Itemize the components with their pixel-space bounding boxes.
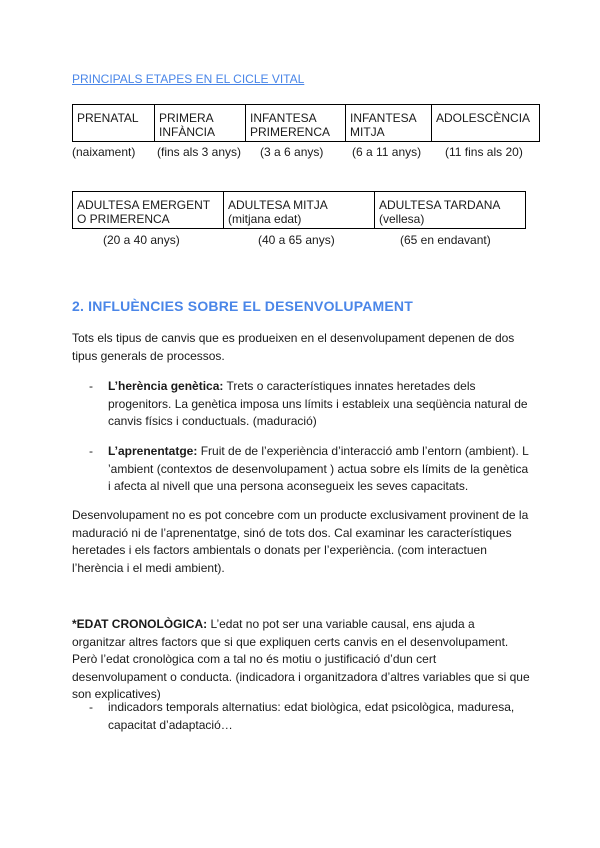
stage-adultesa-tardana-sub: (vellesa): [379, 212, 425, 226]
note-bullet-text: indicadors temporals alternatius: edat biològica, edat psicològica, maduresa, capacitat d’adaptació…: [108, 700, 515, 732]
bullet-herencia: [89, 378, 529, 431]
caption-adultesa-emergent: (20 a 40 anys): [103, 233, 180, 247]
note-bullet: [89, 699, 529, 734]
note-term: *EDAT CRONOLÒGICA:: [72, 617, 208, 631]
stage-adultesa-mitja-sub: (mitjana edat): [228, 212, 302, 226]
life-stages-table-2: [72, 191, 526, 229]
note-body: L’edat no pot ser una variable causal, ens ajuda a organitzar altres factors que si que expliquen certs canvis en el desenvolupament. Però l’edat cronològica com a tal no és motiu o justificació d’dun cert desenvolupament o conducta. (indicadora i organitzadora d’altres variables que si que son explicatives): [72, 617, 530, 701]
stage-adultesa-mitja: [224, 192, 375, 229]
bullet-aprenentatge-text: [108, 443, 529, 496]
conclusion-paragraph: Desenvolupament no es pot concebre com un producte exclusivament provinent de la maduració ni de l’aprenentatge, sinó de tots dos. Cal examinar les característiques heretades i els factors ambientals o donats per l’experiència. (com interactuen l’herència i el medi ambient).: [72, 508, 529, 575]
stage-adultesa-emergent-label: ADULTESA EMERGENT O PRIMERENCA: [77, 198, 210, 226]
stage-infantesa-primerenca: INFANTESA PRIMERENCA: [246, 105, 346, 142]
bullet-aprenentatge-term: L’aprenentatge:: [108, 444, 198, 458]
stage-adultesa-tardana-label: ADULTESA TARDANA: [379, 198, 501, 212]
bullet-herencia-term: L’herència genètica:: [108, 379, 224, 393]
table2-captions: [0, 233, 600, 249]
bullet-aprenentatge-body: Fruit de de l’experiència d’interacció amb l’entorn (ambient). L ’ambient (contextos de desenvolupament ) actua sobre els límits de la genètica i afecta al nivell que una persona aconsegueix les seves capacitats.: [108, 444, 529, 493]
caption-adultesa-mitja: (40 a 65 anys): [258, 233, 335, 247]
caption-infantesa-mitja: (6 a 11 anys): [352, 145, 422, 159]
caption-adolescencia: (11 fins als 20): [445, 145, 523, 159]
stage-infantesa-mitja: INFANTESA MITJA: [346, 105, 432, 142]
bullet-aprenentatge: [89, 443, 529, 496]
caption-prenatal: (naixament): [72, 145, 136, 159]
section-heading: 2. INFLUÈNCIES SOBRE EL DESENVOLUPAMENT: [72, 298, 413, 314]
caption-primera-infancia: (fins als 3 anys): [157, 145, 242, 159]
stage-adultesa-tardana: [375, 192, 526, 229]
stage-adolescencia: ADOLESCÈNCIA: [432, 105, 540, 142]
bullet-herencia-body: Trets o característiques innates heretades dels progenitors. La genètica imposa uns límits i estableix una seqüència natural de canvis físics i conductuals. (maduració): [108, 379, 528, 428]
life-stages-table-1: [72, 104, 540, 142]
note-edat-cronologica: [72, 616, 530, 704]
stage-primera-infancia: PRIMERA INFÀNCIA: [155, 105, 246, 142]
stage-prenatal: PRENATAL: [73, 105, 155, 142]
bullet-dash: -: [89, 700, 93, 714]
caption-adultesa-tardana: (65 en endavant): [400, 233, 491, 247]
stage-adultesa-mitja-label: ADULTESA MITJA: [228, 198, 328, 212]
stage-adultesa-emergent: [73, 192, 224, 229]
bullet-herencia-text: [108, 378, 529, 431]
bullet-dash: -: [89, 379, 93, 393]
bullet-dash: -: [89, 444, 93, 458]
intro-paragraph: Tots els tipus de canvis que es produeixen en el desenvolupament depenen de dos tipus generals de processos.: [72, 331, 515, 363]
title-link[interactable]: PRINCIPALS ETAPES EN EL CICLE VITAL: [72, 72, 305, 86]
table1-captions: [0, 145, 600, 161]
caption-infantesa-primerenca: (3 a 6 anys): [260, 145, 324, 159]
